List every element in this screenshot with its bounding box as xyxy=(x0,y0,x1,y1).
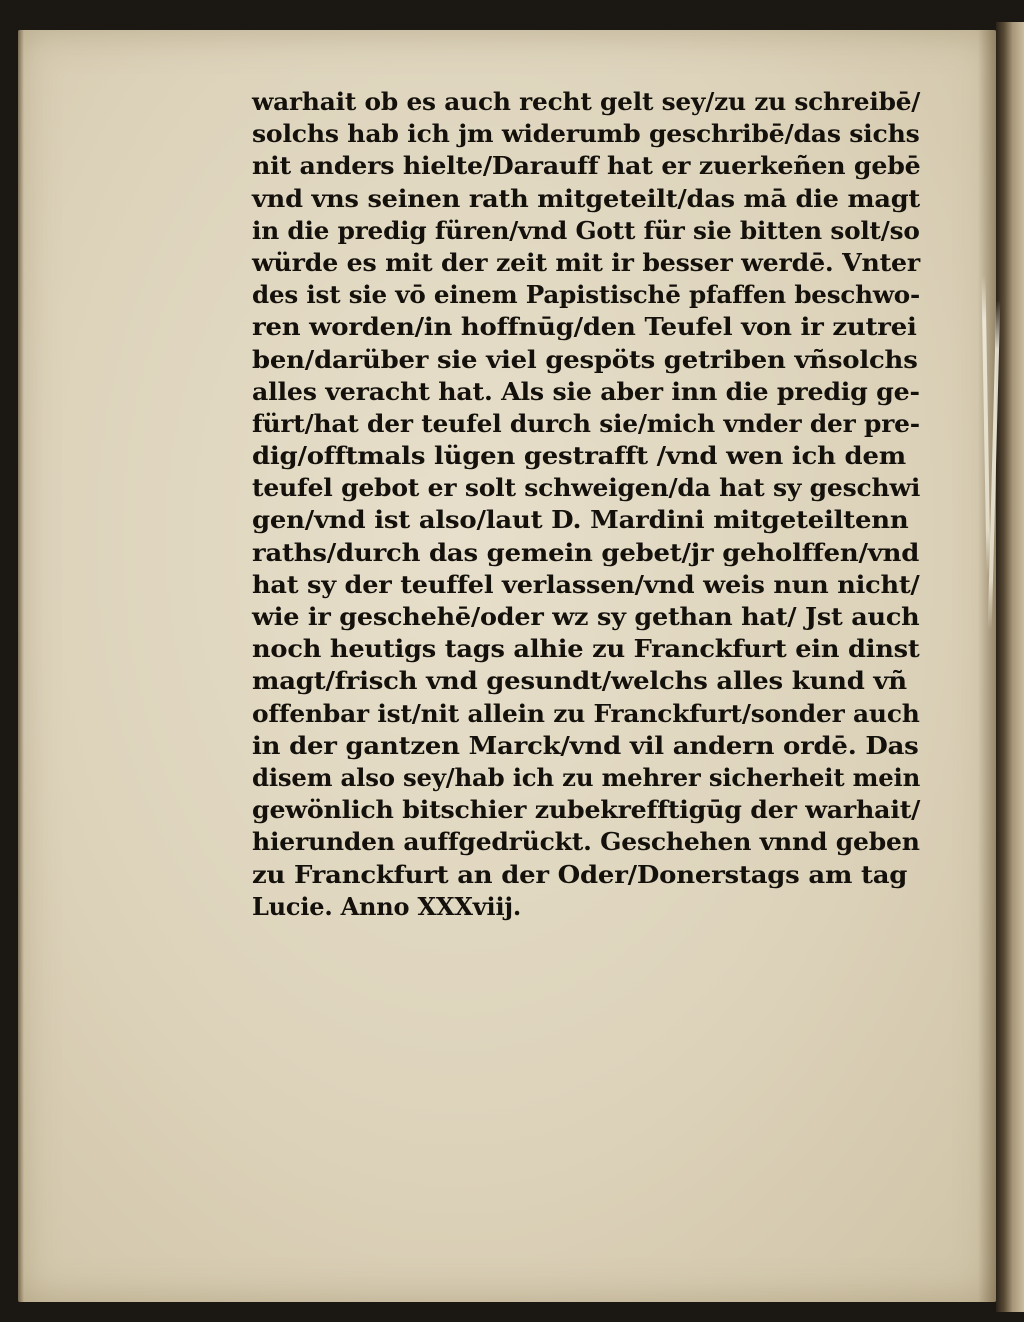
facing-page-edge xyxy=(996,22,1024,1312)
text-line: gewönlich bitschier zubekrefftigūg der warhait/ xyxy=(252,795,921,825)
text-line: gen/vnd ist also/laut D. Mardini mitgeteiltenn xyxy=(252,505,909,535)
text-line: wie ir geschehē/oder wz sy gethan hat/ Jst auch xyxy=(252,602,920,631)
text-line: nit anders hielte/Darauff hat er zuerkeñen gebē xyxy=(252,151,921,181)
binding-gutter xyxy=(978,30,996,1302)
text-line: noch heutigs tags alhie zu Franckfurt ein dinst xyxy=(252,634,920,664)
page-edge-shadow xyxy=(18,30,24,1302)
text-line: ren worden/in hoffnūg/den Teufel von ir zutrei xyxy=(252,312,917,342)
text-line: in der gantzen Marck/vnd vil andern ordē. Das xyxy=(252,730,919,760)
text-line: raths/durch das gemein gebet/jr geholffen/vnd xyxy=(252,537,920,567)
text-line: des ist sie vō einem Papistischē pfaffen beschwo- xyxy=(252,280,920,310)
text-line: teufel gebot er solt schweigen/da hat sy geschwi xyxy=(252,473,921,503)
text-line: hat sy der teuffel verlassen/vnd weis nun nicht/ xyxy=(252,569,920,599)
text-line: offenbar ist/nit allein zu Franckfurt/sonder auch xyxy=(252,698,920,728)
text-line: würde es mit der zeit mit ir besser werdē. Vnter xyxy=(252,247,921,277)
text-line: vnd vns seinen rath mitgeteilt/das mā die magt xyxy=(252,183,921,213)
text-line: ben/darüber sie viel gespöts getriben vñsolchs xyxy=(252,344,918,374)
text-line: zu Franckfurt an der Oder/Donerstags am tag xyxy=(252,859,908,889)
text-line: Lucie. Anno XXXviij. xyxy=(252,891,522,921)
text-line: warhait ob es auch recht gelt sey/zu zu schreibē/ xyxy=(252,87,921,116)
text-line: dig/offtmals lügen gestrafft /vnd wen ich dem xyxy=(252,441,906,471)
text-line: solchs hab ich jm widerumb geschribē/das sichs xyxy=(252,119,920,149)
text-line: in die predig füren/vnd Gott für sie bitten solt/so xyxy=(252,215,920,245)
text-line: disem also sey/hab ich zu mehrer sicherheit mein xyxy=(252,762,921,792)
text-line: alles veracht hat. Als sie aber inn die predig ge- xyxy=(252,376,920,406)
text-line: hierunden auffgedrückt. Geschehen vnnd geben xyxy=(252,827,920,857)
text-line: fürt/hat der teufel durch sie/mich vnder der pre- xyxy=(252,408,920,438)
text-line: magt/frisch vnd gesundt/welchs alles kund vñ xyxy=(252,666,907,696)
blackletter-text-block xyxy=(252,86,920,923)
